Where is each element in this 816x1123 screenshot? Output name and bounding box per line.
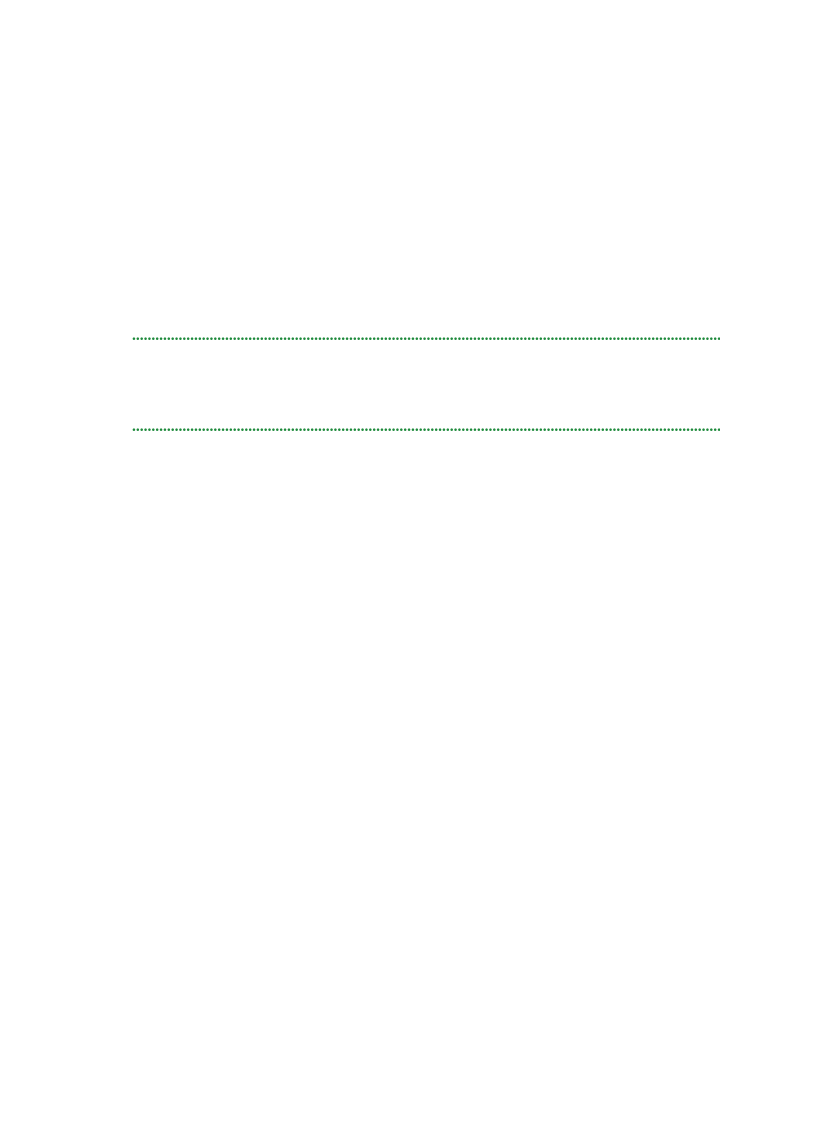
leader-dots [132,327,720,345]
section-d-heading-line2[interactable] [131,418,721,436]
leader-dots [132,418,720,436]
section-c-heading-line2[interactable] [131,327,721,345]
